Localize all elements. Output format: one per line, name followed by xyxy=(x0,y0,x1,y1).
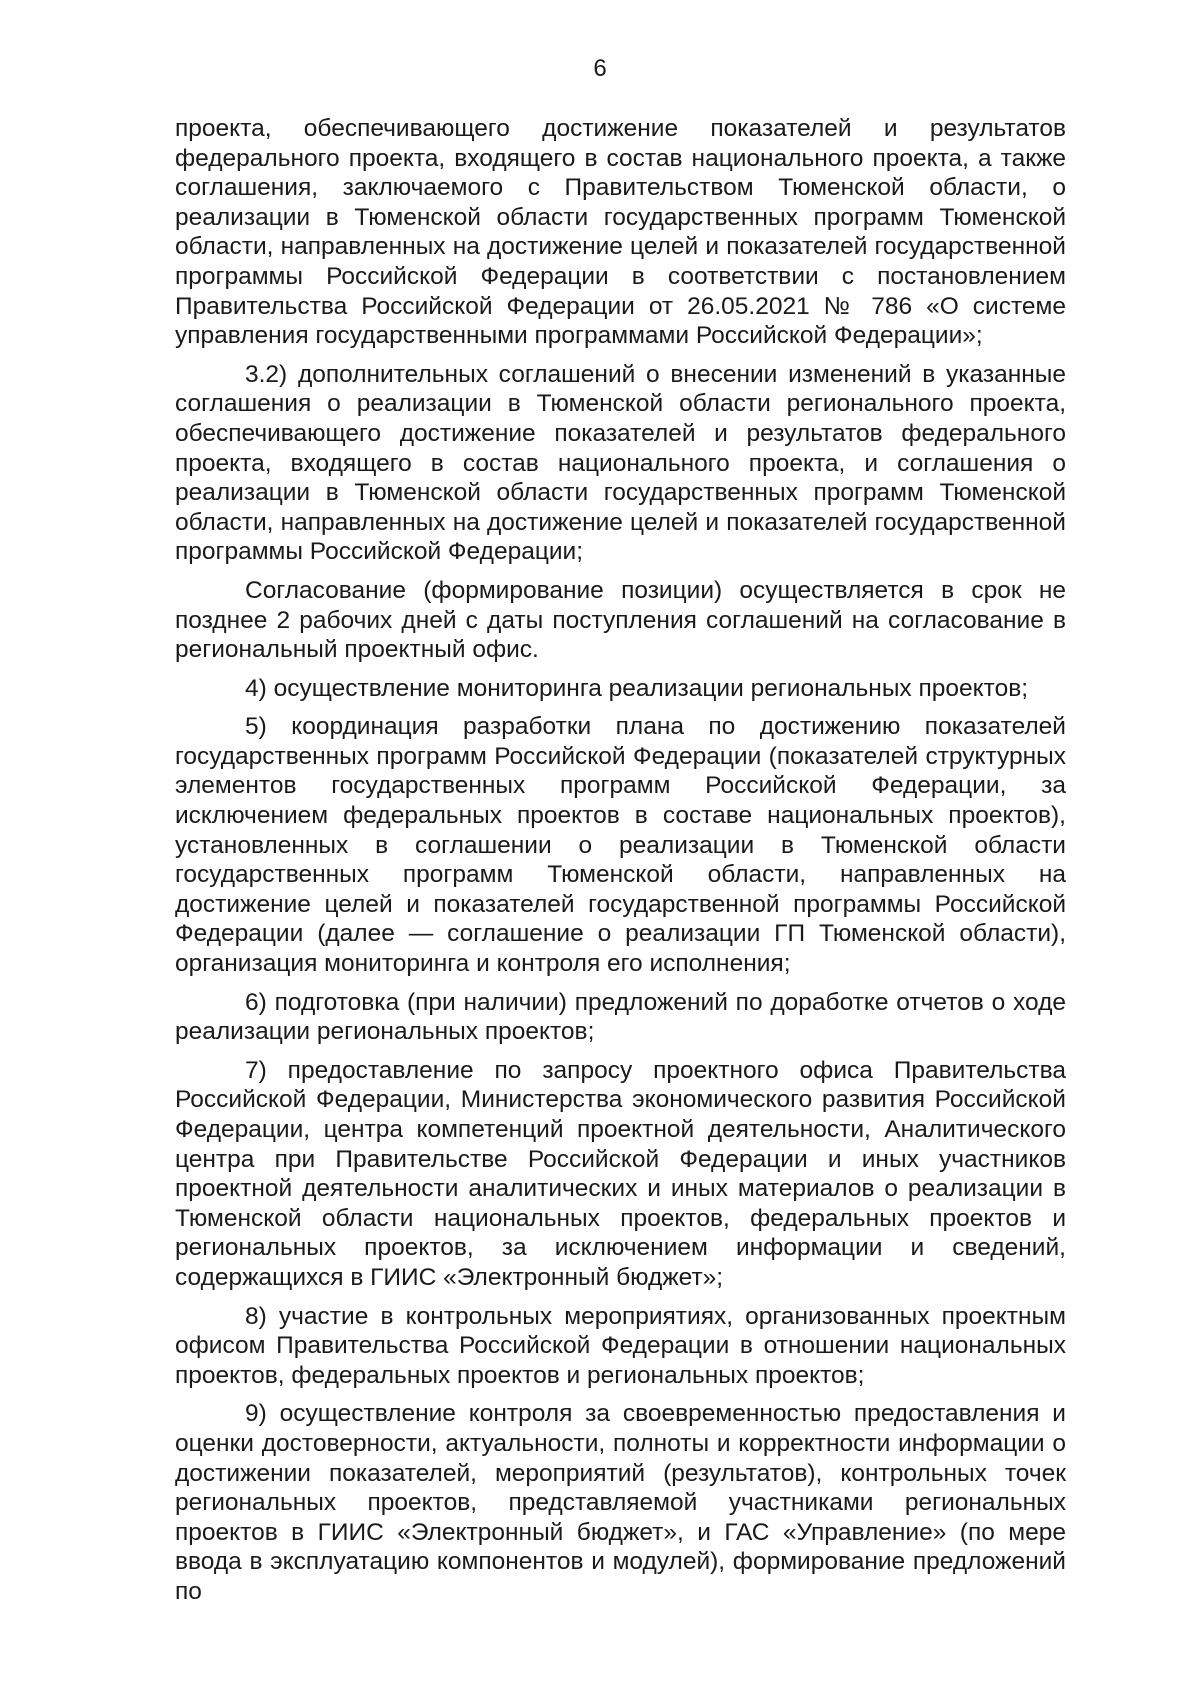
document-body xyxy=(175,114,1066,1616)
paragraph-approval-term: Согласование (формирование позиции) осуществляется в срок не позднее 2 рабочих дней с даты поступления соглашений на согласование в региональный проектный офис. xyxy=(175,576,1066,664)
paragraph-item-7: 7) предоставление по запросу проектного офиса Правительства Российской Федерации, Министерства экономического развития Российской Федерации, центра компетенций проектной деятельности, Аналитического центра при Правительстве Российской Федерации и иных участников проектной деятельности аналитических и иных материалов о реализации в Тюменской области национальных проектов, федеральных проектов и региональных проектов, за исключением информации и сведений, содержащихся в ГИИС «Электронный бюджет»; xyxy=(175,1056,1066,1291)
paragraph-item-8: 8) участие в контрольных мероприятиях, организованных проектным офисом Правительства Российской Федерации в отношении национальных проектов, федеральных проектов и региональных проектов; xyxy=(175,1302,1066,1389)
paragraph-item-3-2: 3.2) дополнительных соглашений о внесении изменений в указанные соглашения о реализации в Тюменской области регионального проекта, обеспечивающего достижение показателей и результатов федерального проекта, входящего в состав национального проекта, и соглашения о реализации в Тюменской области государственных программ Тюменской области, направленных на достижение целей и показателей государственной программы Российской Федерации; xyxy=(175,360,1066,566)
paragraph-item-5: 5) координация разработки плана по достижению показателей государственных программ Российской Федерации (показателей структурных элементов государственных программ Российской Федерации, за исключением федеральных проектов в составе национальных проектов), установленных в соглашении о реализации в Тюменской области государственных программ Тюменской области, направленных на достижение целей и показателей государственной программы Российской Федерации (далее — соглашение о реализации ГП Тюменской области), организация мониторинга и контроля его исполнения; xyxy=(175,713,1066,978)
paragraph-item-4: 4) осуществление мониторинга реализации региональных проектов; xyxy=(245,674,1029,702)
paragraph-item-6: 6) подготовка (при наличии) предложений по доработке отчетов о ходе реализации региональных проектов; xyxy=(175,988,1066,1046)
paragraph-item-9: 9) осуществление контроля за своевременностью предоставления и оценки достоверности, актуальности, полноты и корректности информации о достижении показателей, мероприятий (результатов), контрольных точек региональных проектов, представляемой участниками региональных проектов в ГИИС «Электронный бюджет», и ГАС «Управление» (по мере ввода в эксплуатацию компонентов и модулей), формирование предложений по xyxy=(175,1400,1066,1605)
page-number: 6 xyxy=(593,55,607,82)
paragraph-continuation: проекта, обеспечивающего достижение показателей и результатов федерального проекта, входящего в состав национального проекта, а также соглашения, заключаемого с Правительством Тюменской области, о реализации в Тюменской области государственных программ Тюменской области, направленных на достижение целей и показателей государственной программы Российской Федерации в соответствии с постановлением Правительства Российской Федерации от 26.05.2021 № 786 «О системе управления государственными программами Российской Федерации»; xyxy=(175,115,1066,350)
